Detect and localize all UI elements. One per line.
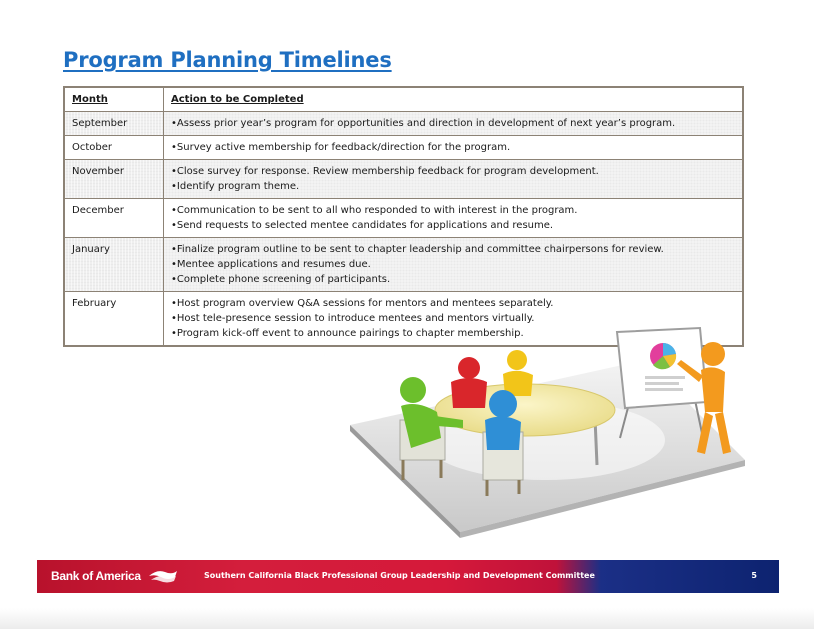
table-header-row xyxy=(64,87,743,112)
table-row xyxy=(64,160,743,199)
flag-logo-icon xyxy=(147,568,179,584)
month-cell: February xyxy=(64,292,164,347)
action-column-header: Action to be Completed xyxy=(164,87,744,112)
month-column-header: Month xyxy=(64,87,164,112)
table-row xyxy=(64,136,743,160)
action-item: •Finalize program outline to be sent to chapter leadership and committee chairpersons for review. xyxy=(171,244,664,255)
table-row xyxy=(64,112,743,136)
action-item: •Communication to be sent to all who responded to with interest in the program. xyxy=(171,205,578,216)
table-row xyxy=(64,238,743,292)
action-item: •Send requests to selected mentee candidates for applications and resume. xyxy=(171,220,554,231)
action-cell xyxy=(164,136,744,160)
table-row xyxy=(64,199,743,238)
month-cell: November xyxy=(64,160,164,199)
action-item: •Survey active membership for feedback/direction for the program. xyxy=(171,142,511,153)
month-cell: October xyxy=(64,136,164,160)
meeting-illustration xyxy=(345,320,775,540)
action-item: •Assess prior year’s program for opportunities and direction in development of next year’s program. xyxy=(171,118,676,129)
yellow-figure xyxy=(503,350,533,396)
month-cell: January xyxy=(64,238,164,292)
action-item: •Close survey for response. Review membership feedback for program development. xyxy=(171,166,599,177)
page-number: 5 xyxy=(751,571,757,580)
bottom-shade xyxy=(0,608,814,629)
action-item: •Host tele-presence session to introduce mentees and mentors virtually. xyxy=(171,313,535,324)
month-cell: September xyxy=(64,112,164,136)
action-item: •Complete phone screening of participants. xyxy=(171,274,391,285)
bank-of-america-logo: Bank of America xyxy=(51,569,141,583)
footer-bar xyxy=(37,560,779,593)
action-cell xyxy=(164,160,744,199)
red-figure xyxy=(451,357,487,408)
action-cell xyxy=(164,112,744,136)
action-item: •Host program overview Q&A sessions for mentors and mentees separately. xyxy=(171,298,554,309)
month-cell: December xyxy=(64,199,164,238)
action-cell xyxy=(164,238,744,292)
timeline-table xyxy=(63,86,744,347)
action-item: •Mentee applications and resumes due. xyxy=(171,259,371,270)
action-item: •Identify program theme. xyxy=(171,181,300,192)
slide-title: Program Planning Timelines xyxy=(63,48,392,72)
action-item: •Program kick-off event to announce pairings to chapter membership. xyxy=(171,328,524,339)
committee-name: Southern California Black Professional Group Leadership and Development Committee xyxy=(204,571,595,580)
action-cell xyxy=(164,199,744,238)
